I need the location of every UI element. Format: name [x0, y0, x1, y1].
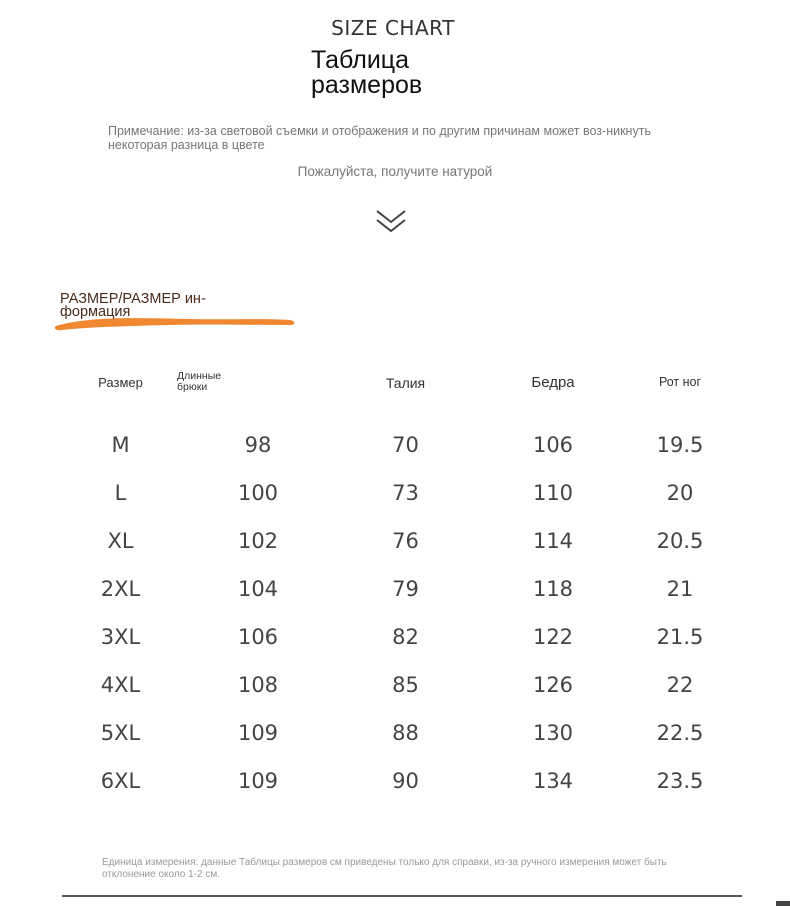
leg-opening-cell: 19.5 — [656, 433, 704, 457]
waist-cell: 85 — [392, 673, 419, 697]
waist-cell: 76 — [392, 529, 419, 553]
hips-cell: 106 — [532, 433, 574, 457]
hips-cell: 126 — [532, 673, 574, 697]
hips-cell: 110 — [532, 481, 574, 505]
leg-opening-cell: 22 — [666, 673, 694, 697]
waist-cell: 79 — [392, 577, 419, 601]
leg-opening-cell: 21.5 — [656, 625, 704, 649]
table-row — [48, 565, 742, 613]
header-pants-length: Длинные брюки — [177, 370, 222, 393]
table-row — [48, 661, 742, 709]
pants-length-cell: 109 — [237, 721, 279, 745]
leg-opening-cell: 21 — [666, 577, 694, 601]
size-cell: 6XL — [100, 769, 141, 793]
section-label: РАЗМЕР/РАЗМЕР ин-формация — [60, 291, 206, 320]
natural-note: Пожалуйста, получите натурой — [297, 164, 493, 179]
waist-cell: 90 — [392, 769, 419, 793]
size-chart-title: SIZE CHART — [331, 16, 455, 40]
table-row — [48, 469, 742, 517]
pants-length-cell: 106 — [237, 625, 279, 649]
waist-cell: 88 — [392, 721, 419, 745]
size-cell: 4XL — [100, 673, 141, 697]
waist-cell: 70 — [392, 433, 419, 457]
waist-cell: 73 — [392, 481, 419, 505]
leg-opening-cell: 23.5 — [656, 769, 704, 793]
pants-length-cell: 98 — [244, 433, 272, 457]
header-leg-opening: Рот ног — [658, 375, 702, 389]
footer-note: Единица измерения: данные Таблицы размеров см приведены только для справки, из-за ручного измерения может быть отклонение около 1-2 см. — [102, 857, 667, 880]
table-row — [48, 421, 742, 469]
header-size: Размер — [98, 374, 143, 390]
header-hips: Бедра — [531, 373, 575, 391]
leg-opening-cell: 20 — [666, 481, 694, 505]
size-cell: 3XL — [100, 625, 141, 649]
table-row — [48, 613, 742, 661]
size-cell: M — [111, 433, 130, 457]
table-row — [48, 757, 742, 805]
size-cell: XL — [107, 529, 134, 553]
waist-cell: 82 — [392, 625, 419, 649]
pants-length-cell: 100 — [237, 481, 279, 505]
table-row — [48, 709, 742, 757]
page-title: Таблица размеров — [311, 46, 423, 99]
divider — [776, 901, 790, 906]
pants-length-cell: 109 — [237, 769, 279, 793]
header-waist: Талия — [385, 375, 426, 391]
hips-cell: 130 — [532, 721, 574, 745]
hips-cell: 122 — [532, 625, 574, 649]
leg-opening-cell: 20.5 — [656, 529, 704, 553]
table-row — [48, 517, 742, 565]
double-chevron-down-icon — [374, 206, 408, 236]
hips-cell: 134 — [532, 769, 574, 793]
size-cell: 5XL — [100, 721, 141, 745]
table-header-row — [48, 360, 742, 404]
size-table — [48, 360, 742, 805]
pants-length-cell: 104 — [237, 577, 279, 601]
pants-length-cell: 108 — [237, 673, 279, 697]
pants-length-cell: 102 — [237, 529, 279, 553]
divider — [62, 895, 742, 897]
size-cell: 2XL — [100, 577, 141, 601]
color-note: Примечание: из-за световой съемки и отображения и по другим причинам может воз-никнуть некоторая разница в цвете — [108, 124, 651, 152]
leg-opening-cell: 22.5 — [656, 721, 704, 745]
hips-cell: 118 — [532, 577, 574, 601]
hips-cell: 114 — [532, 529, 574, 553]
size-cell: L — [114, 481, 127, 505]
